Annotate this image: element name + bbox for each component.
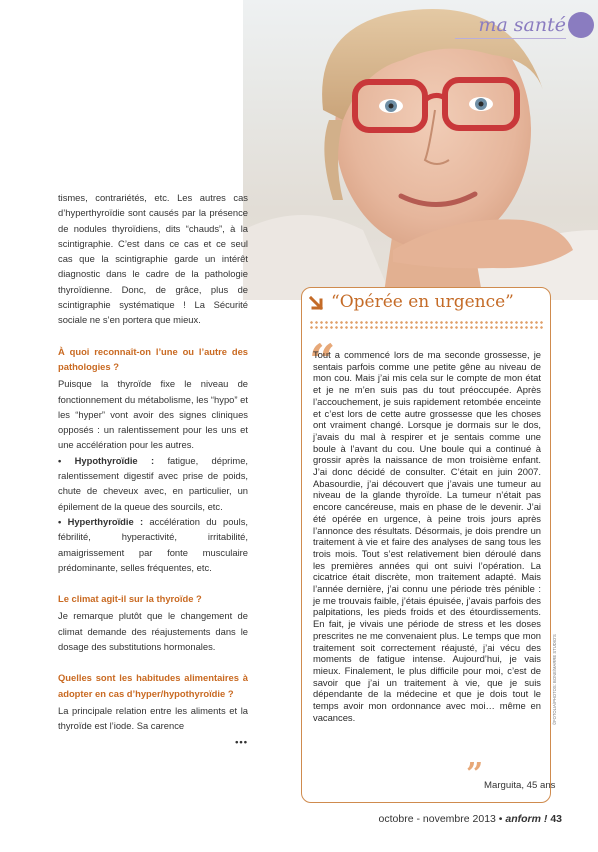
article-paragraph: La principale relation entre les aliments et la thyroïde est l’iode. Sa carence [58,704,248,732]
testimony-title: “Opérée en urgence” [331,292,514,312]
continuation-marker: ••• [235,735,248,747]
article-column [58,190,248,749]
question-heading: Quelles sont les habitudes alimentaires à adopter en cas d’hyper/hypothyroïdie ? [58,672,248,699]
close-quote-mark: ” [466,757,484,792]
testimony-signature: Marguita, 45 ans [484,780,556,791]
page-footer [379,813,562,825]
section-title: ma santé [478,14,566,36]
article-paragraph: Je remarque plutôt que le changement de climat demande des réajustements dans le dosage des substitutions hormonales. [58,610,248,653]
open-quote-mark: “ [309,334,336,388]
portrait-photo [243,0,598,300]
bullet-text: accélération du pouls, fébrilité, hyperactivité, irritabilité, amaigrissement par fonte musculaire prédominante, selles fréquentes, etc. [58,515,248,573]
arrow-down-right-icon [309,296,325,312]
page-number: 43 [550,813,562,825]
photo-credit: ©FOTOLIA/PHOTOS: BONE/MARRE STUDIO'S [552,634,557,725]
woman-portrait-illustration [243,0,598,300]
article-paragraph: tismes, contrariétés, etc. Les autres cas d’hyperthyroïdie sont causés par la présence de nodules thyroïdiens, dits “chauds”, à la scintigraphie. C’est dans ce cas et ce seul cas que la scintigraphie garde un intérêt diagnostic dans le cadre de la pathologie thyroïdienne. Donc, de grâce, plus de scintigraphie systématique ! La Sécurité sociale ne s’en portera que mieux. [58,192,248,326]
issue-date: octobre - novembre 2013 • [378,813,503,825]
dotted-divider [309,320,545,330]
magazine-name: anform ! [505,813,548,825]
question-heading: À quoi reconnaît-on l’une ou l’autre des pathologies ? [58,345,248,372]
section-underline [455,38,566,39]
bullet-item [58,514,248,575]
bullet-text: fatigue, déprime, ralentissement digestif avec prise de poids, chute de cheveux avec, en particulier, un épilement de la queue des sourcils, etc. [58,454,249,512]
bullet-term: • Hyperthyroïdie : [58,515,144,527]
question-heading: Le climat agit-il sur la thyroïde ? [58,593,202,605]
section-dot-icon [568,12,594,38]
bullet-term: • Hypothyroïdie : [58,454,155,466]
testimony-text: Tout a commencé lors de ma seconde grossesse, je sentais parfois comme une petite gêne au niveau de mon cou. Mais j’ai mis cela sur le compte de mon état et je ne m’en suis pas du tout préoccupée. Après l’accouchement, je suis rapidement retombée enceinte et c’est lors de cette autre grossesse que les choses ont vraiment changé. Lorsque je dormais sur le dos, j’avais du mal à respirer et je sentais comme une boule à l’avant du cou. Une boule qui a continué à grossir après la naissance de mon troisième enfant. J’ai donc décidé de consulter. C’était en juin 2007. Abasourdie, j’ai découvert que j’avais une tumeur au niveau de la glande thyroïde. La tumeur n’était pas encore cancéreuse, mais en phase de le devenir. J’ai été opérée en urgence, à peine trois jours après l’annonce des résultats. Désormais, je dois prendre un traitement à vie et faire des analyses de sang tous les trois mois. Tout s’est relativement bien déroulé dans les premières années qui ont suivi l’opération. La cicatrice était discrète, mon traitement adapté. Mais l’année dernière, j’ai connu une période très pénible : je me trouvais faible, j’étais épuisée, j’avais parfois des palpitations, les pieds froids et des étourdissements. En fait, je vivais une période de stress et les doses prescrites ne me convenaient plus. Le temps que mon traitement soit correctement réajusté, j’ai vécu des moments de fatigue intense. Aujourd’hui, je vais mieux. Finalement, le plus difficile pour moi, c’est de savoir que j’ai un traitement à vie, que je suis dépendante de la médecine et que je dois tout le temps avoir mon ordonnance avec moi… même en vacances. [313,349,541,723]
bullet-item [58,453,248,514]
article-paragraph: Puisque la thyroïde fixe le niveau de fonctionnement du métabolisme, les “hypo” et les “hyper” vont avoir des signes cliniques opposés : un ralentissement pour les uns et une accélération pour les autres. [58,378,248,451]
